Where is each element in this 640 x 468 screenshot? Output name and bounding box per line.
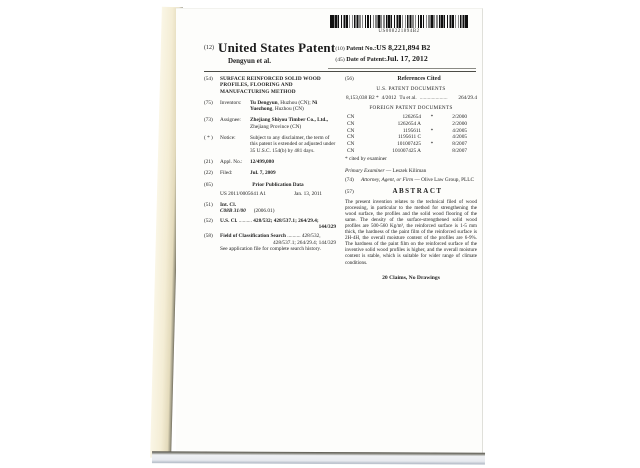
patent-no-label: Patent No.:: [346, 45, 377, 52]
appl-no-label: Appl. No.:: [220, 158, 243, 165]
foreign-row-number: 101007425: [397, 140, 421, 147]
foreign-row-number: 1195611 C: [397, 134, 421, 141]
field-filed-num: (22): [204, 170, 213, 177]
us-doc-name: Tu et al.: [399, 95, 417, 102]
search-history-note: See application file for complete search history.: [220, 246, 321, 253]
foreign-row-number: 101007425 A: [392, 147, 421, 154]
patent-front-page: [176, 8, 483, 454]
right-column: [345, 76, 477, 281]
prior-publication-header: Prior Publication Data: [252, 181, 304, 188]
field-abstract-num: (57): [345, 188, 354, 195]
field-assignee-num: (73): [204, 117, 213, 124]
us-doc-class: 264/29.4: [458, 95, 477, 102]
field-appl-num: (21): [204, 158, 213, 165]
field-search-classes: 428/532,: [301, 233, 321, 240]
us-doc-number: 8,153,038 B2 *: [346, 95, 379, 102]
field-filed: [204, 170, 336, 176]
foreign-row-country: CN: [347, 127, 355, 134]
primary-examiner-label: Primary Examiner: [345, 167, 385, 174]
attorney-line: [345, 177, 477, 183]
patent-header-right: [335, 40, 476, 65]
field-search-label: Field of Classification Search: [220, 233, 286, 240]
header-divider-short: [328, 68, 476, 69]
field-search-classes-2: 428/537.1; 264/29.4; 144/329: [273, 239, 336, 246]
field-search-num: (58): [204, 233, 213, 240]
foreign-row-kind: [425, 121, 439, 127]
filed-label: Filed:: [220, 170, 233, 177]
us-patent-documents-header: U.S. PATENT DOCUMENTS: [376, 86, 446, 93]
inventors-value: [250, 100, 336, 113]
foreign-row-country: CN: [347, 134, 355, 141]
us-cl-classes-2: 144/329: [318, 224, 336, 231]
inventor-1: Tu Dengyun: [250, 99, 278, 106]
publication-date: Jan. 13, 2011: [293, 190, 322, 197]
field-classification-search: [204, 233, 336, 252]
header-divider-full: [204, 71, 476, 72]
int-cl-label: Int. Cl.: [220, 202, 237, 209]
patent-header: [204, 40, 476, 65]
primary-examiner-name: Leszek Kiliman: [392, 167, 427, 174]
assignee-label: Assignee:: [220, 117, 241, 124]
foreign-row-date: 4/2005: [452, 127, 467, 134]
field-title-num: (54): [204, 76, 213, 82]
abstract-header-row: [345, 188, 477, 195]
assignee-name: Zhejiang Shiyou Timber Co., Ltd.,: [250, 117, 329, 124]
int-cl-code: C08B 31/00: [220, 208, 246, 215]
foreign-row-number: 1262654: [402, 114, 421, 121]
patent-number: US 8,221,894 B2: [376, 43, 431, 52]
appl-no-value: 12/499,080: [250, 158, 274, 165]
date-of-patent: Jul. 17, 2012: [386, 54, 428, 63]
us-doc-date: 4/2012: [381, 95, 397, 102]
field-uscl-num: (52): [204, 217, 213, 224]
abstract-text: The present invention relates to the technical filed of wood processing, in particular to the method for strengthening the wood surface, the profiles and the solid wood flooring of the same. The density of the surface-strengthened solid wood profiles are 500-560 Kg/m³, the reinforced surface is 1-5 mm thick, the hardness of the paint film of the reinforced surface is 2H-4H, the overall moisture content of the profiles are 6-9%. The hardness of the paint film on the reinforced surface of the inventive solid wood profiles is higher, and the overall moisture content is stable, which is suitable for wider range of climate conditions.: [345, 198, 477, 266]
inventors-label: Inventors:: [220, 99, 242, 106]
notice-label: Notice:: [220, 135, 236, 142]
foreign-row-date: 2/2000: [452, 120, 467, 127]
abstract-header: ABSTRACT: [392, 186, 443, 195]
field-us-cl: [204, 218, 336, 231]
us-cl-dots: ..........: [238, 217, 252, 224]
foreign-row-country: CN: [347, 114, 355, 121]
invention-title: SURFACE REINFORCED SOLID WOOD PROFILES, FLOORING AND MANUFACTURING METHOD: [220, 76, 321, 95]
date-of-patent-label: Date of Patent:: [346, 56, 387, 63]
foreign-row-date: 4/2005: [452, 134, 467, 141]
field-attorney-num: (74): [345, 176, 354, 183]
field-appl-no: [204, 159, 336, 165]
foreign-row-number: 1262654 A: [397, 120, 421, 127]
field-search-dots: ..........: [287, 233, 301, 240]
field-intcl-num: (51): [204, 202, 213, 209]
assignee-location: Zhejiang Province (CN): [250, 123, 302, 130]
foreign-row-country: CN: [347, 120, 355, 127]
us-doc-dots: .....................: [419, 95, 448, 102]
foreign-row-number: 1195611: [402, 127, 421, 134]
field-notice-num: ( * ): [204, 135, 213, 142]
field-inventors: [204, 100, 336, 113]
attorney-firm-name: Olive Law Group, PLLC: [421, 176, 475, 183]
foreign-row-country: CN: [347, 147, 355, 154]
us-cl-label: U.S. Cl.: [220, 217, 238, 224]
foreign-row-kind: *: [430, 140, 434, 147]
cited-by-examiner-note: * cited by examiner: [345, 156, 387, 163]
left-column: [204, 76, 336, 281]
bibliographic-columns: [204, 76, 477, 281]
patent-header-left: [204, 40, 335, 65]
barcode-icon: [330, 15, 468, 28]
field-prior-publication: [204, 182, 336, 198]
kind-code-12: (12): [204, 44, 214, 51]
field-references: [345, 76, 477, 82]
field-title: [204, 76, 336, 95]
inventor-2-location: , Huzhou (CN): [272, 106, 304, 113]
field-pub-num: (65): [204, 181, 213, 188]
foreign-row-country: CN: [347, 140, 355, 147]
page-bottom-shadow: [152, 451, 485, 464]
barcode: [328, 15, 470, 34]
assignee-value: [250, 117, 336, 130]
primary-examiner-line: [345, 168, 477, 174]
foreign-patent-documents-header: FOREIGN PATENT DOCUMENTS: [369, 105, 453, 112]
foreign-row-date: 8/2007: [452, 140, 467, 147]
field-assignee: [204, 117, 336, 130]
us-cl-classes: 428/532; 428/537.1; 264/29.4;: [253, 217, 319, 224]
field-refs-num: (56): [345, 76, 354, 82]
foreign-row-date: 2/2000: [452, 114, 467, 121]
field-int-cl: [204, 202, 336, 215]
foreign-row-kind: [425, 134, 439, 140]
field-inventors-num: (75): [204, 99, 213, 106]
foreign-row-date: 8/2007: [452, 147, 467, 154]
page-title: United States Patent: [218, 40, 336, 55]
inventor-1-location: , Huzhou (CN);: [277, 99, 313, 106]
attorney-label: Attorney, Agent, or Firm: [361, 176, 414, 183]
int-cl-version: (2006.01): [253, 208, 275, 215]
examiner-separator: —: [384, 167, 393, 174]
code-45: (45): [335, 57, 345, 63]
references-cited-header: References Cited: [397, 76, 441, 82]
foreign-row-kind: [425, 148, 439, 154]
code-10: (10): [335, 46, 345, 52]
foreign-row-kind: *: [430, 127, 434, 134]
inventor-2: Ni Yuezhong: [250, 99, 318, 113]
barcode-label: US008221894B2: [378, 29, 420, 34]
foreign-row-kind: *: [430, 114, 434, 121]
filed-date: Jul. 7, 2009: [250, 170, 276, 177]
attorney-separator: —: [413, 176, 422, 183]
foreign-patent-table: [345, 114, 477, 154]
us-patent-document-row: [345, 95, 477, 101]
author-line: Dengyun et al.: [228, 57, 271, 65]
claims-drawings-line: 20 Claims, No Drawings: [382, 274, 440, 281]
publication-number: US 2011/0005641 A1: [220, 190, 267, 197]
notice-text: Subject to any disclaimer, the term of this patent is extended or adjusted under 35 U.S.C. 154(b) by 481 days.: [250, 135, 336, 154]
field-notice: [204, 135, 336, 154]
